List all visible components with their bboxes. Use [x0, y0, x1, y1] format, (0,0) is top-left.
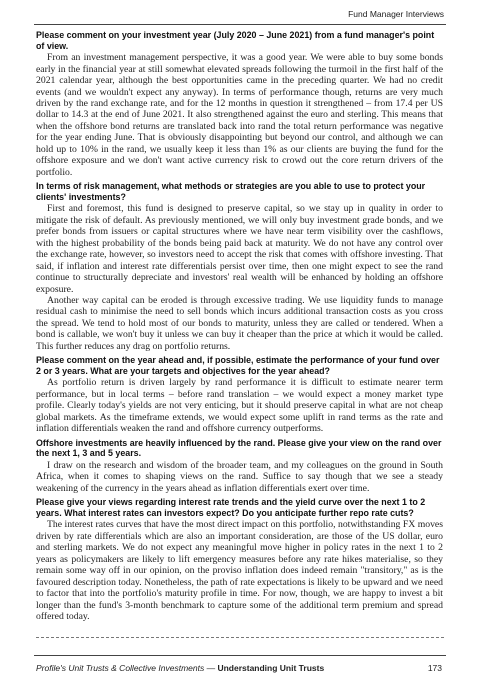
question-heading: Please comment on the year ahead and, if possible, estimate the performance of your fund over 2 or 3 years. What are your targets and objectives for the year ahead? [36, 355, 440, 376]
question-heading: Offshore investments are heavily influenced by the rand. Please give your view on the rand over the next 1, 3 and 5 years. [36, 437, 442, 459]
section-end-divider [36, 637, 444, 638]
page-number: 173 [427, 663, 442, 673]
qa-section [36, 30, 443, 178]
answer-paragraph: As portfolio return is driven largely by rand performance it is difficult to estimate nearer term performance, but in local terms – before rand translation – we would expect a money market type profile. Clearly today's yields are not very enticing, but it should preserve capital in what are not cheap global markets. As the timeframe extends, we would expect some uplift in rand terms as the rate and inflation differentials weaken the rand and offshore currency outperforms. [36, 377, 443, 435]
answer-paragraph: The interest rates curves that have the most direct impact on this portfolio, notwithstanding FX moves driven by rate differentials which are also an important consideration, are those of the US dollar, euro and sterling markets. We do not expect any meaningful move higher in policy rates in the next 1 to 2 years as policymakers are likely to lift emergency measures before any rate hikes materialise, so they remain some way off in our opinion, on the proviso inflation does indeed remain "transitory," as is the favoured description today. Nonetheless, the path of rate expectations is likely to be upward and we need to factor that into the portfolio's maturity profile in time. For now, though, we are happy to invest a bit longer than the fund's 3-month benchmark to capture some of the additional term premium and spread offered today. [36, 519, 443, 623]
qa-section [36, 181, 443, 352]
running-header: Fund Manager Interviews [348, 9, 444, 19]
question-heading: Please comment on your investment year (July 2020 – June 2021) from a fund manager's point of view. [36, 30, 435, 51]
question-heading: Please give your views regarding interest rate trends and the yield curve over the next 1 to 2 years. What interest rates can investors expect? Do you anticipate further repo rate cuts? [36, 497, 426, 518]
article-body [36, 27, 443, 623]
qa-section [36, 355, 443, 434]
footer-rule [34, 655, 446, 656]
qa-section [36, 497, 443, 622]
answer-paragraph: From an investment management perspective, it was a good year. We were able to buy some bonds early in the financial year at still somewhat elevated spreads following the turmoil in the first half of the 2021 calendar year, although the best opportunities came in the preceding quarter. We had no credit events (and we wouldn't expect any anyway). In terms of performance though, returns are very much driven by the rand exchange rate, and for the 12 months in question it strengthened – from 17.4 per US dollar to 14.3 at the end of June 2021. It also strengthened against the euro and sterling. This means that when the offshore bond returns are translated back into rand the total return performance was negative for the year ending June. That is obviously disappointing but beyond our control, and although we can hold up to 10% in the rand, we usually keep it less than 1% as our clients are buying the fund for the offshore exposure and we don't want active currency risk to crowd out the core return drivers of the portfolio. [36, 52, 443, 178]
question-heading: In terms of risk management, what methods or strategies are you able to use to protect your clients' investments? [36, 181, 426, 202]
footer-separator: — [204, 663, 218, 673]
answer-paragraph: First and foremost, this fund is designed to preserve capital, so we stay up in quality in order to mitigate the risk of default. As previously mentioned, we will only buy investment grade bonds, and we prefer bonds from issuers or capital structures where we have near term visibility over the cashflows, with the highest probability of the bonds being paid back at maturity. We do not have any control over the exchange rate, however, so investors need to accept the risk that comes with offshore investing. That said, if inflation and interest rate differentials persist over time, then one might expect to see the rand continue to structurally depreciate and investors' real wealth will be enhanced by holding an offshore exposure. [36, 203, 443, 295]
header-rule [34, 24, 446, 25]
running-footer [36, 663, 324, 673]
answer-paragraph: Another way capital can be eroded is through excessive trading. We use liquidity funds to manage residual cash to minimise the need to sell bonds which incurs additional transaction costs as you cross the spread. We tend to hold most of our bonds to maturity, unless they are called or tendered. When a bond is callable, we won't buy it unless we can buy it cheaper than the price at which it would be called. This further reduces any drag on portfolio returns. [36, 294, 443, 352]
book-title: Understanding Unit Trusts [217, 663, 325, 673]
answer-paragraph: I draw on the research and wisdom of the broader team, and my colleagues on the ground in South Africa, when it comes to shaping views on the rand. Suffice to say though that we see a steady weakening of the currency in the years ahead as inflation differentials exert over time. [36, 459, 443, 494]
qa-section [36, 438, 443, 495]
publication-title: Profile's Unit Trusts & Collective Investments [36, 663, 205, 673]
